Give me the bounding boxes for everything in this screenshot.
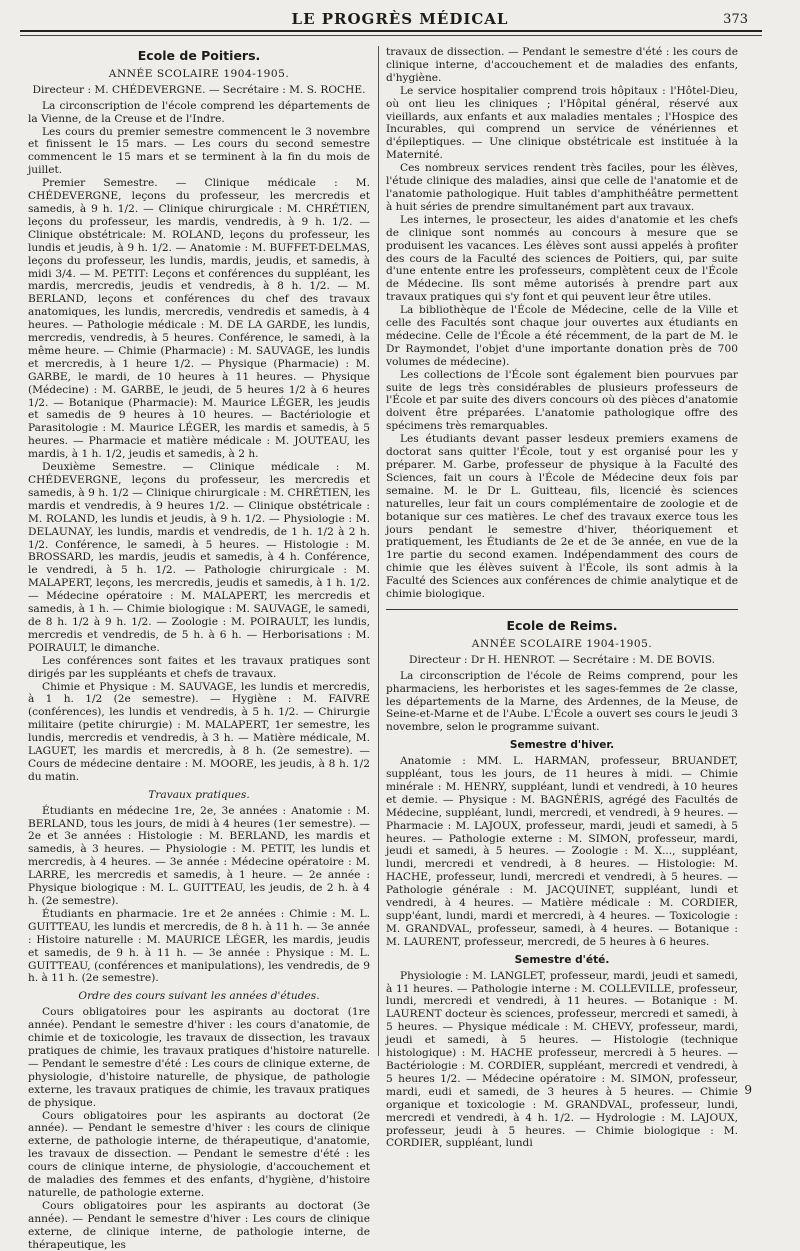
academic-year: ANNÉE SCOLAIRE 1904-1905. <box>471 637 653 650</box>
paragraph: Les étudiants devant passer lesdeux premiers examens de doctorat sans quitter l'École, tout y est organisé pour les y préparer. M. Garbe, professeur de physique à la Faculté des Sciences, fait un cours à l'École de Médecine deux fois par semaine. M. le Dr L. Guitteau, fils, licencié ès sciences naturelles, leur fait un cours complémentaire de zoologie et de botanique sur ces matières. Le chef des travaux exerce tous les jours pendant le semestre d'hiver, théoriquement et pratiquement, les Étudiants de 2e et de 3e année, en vue de la 1re partie du second examen. Indépendamment des cours de chimie que les élèves suivent à l'École, ils sont admis à la Faculté des Sciences aux conférences de chimie analytique et de chimie biologique. <box>386 433 738 601</box>
paragraph: Premier Semestre. — Clinique médicale : M. CHÉDEVERGNE, leçons du professeur, les mercredis et samedis, à 9 h. 1/2. — Clinique chirurgicale : M. CHRÉTIEN, leçons du professeur, les mardis, vendredis, à 9 h. 1/2. — Clinique obstétricale: M. ROLAND, leçons du professeur, les lundis et jeudis, à 9 h. 1/2. — Anatomie : M. BUFFET-DELMAS, leçons du professeur, les lundis, mardis, jeudis, et samedis, à midi 3/4. — M. PETIT: Leçons et conférences du suppléant, les mardis, mercredis, jeudis et vendredis, à 8 h. 1/2. — M. BERLAND, leçons et conférences du chef des travaux anatomiques, les lundis, mercredis, vendredis et samedis, à 4 heures. — Pathologie médicale : M. DE LA GARDE, les lundis, mercredis, vendredis, à 5 heures. Conférence, le samedi, à la même heure. — Chimie (Pharmacie) : M. SAUVAGE, les lundis et mercredis, à 1 heure 1/2. — Physique (Pharmacie) : M. GARBE, le mardi, de 10 heures à 11 heures. — Physique (Médecine) : M. GARBE, le jeudi, de 5 heures 1/2 à 6 heures 1/2. — Botanique (Pharmacie): M. Maurice LÉGER, les jeudis et samedis de 9 heures à 10 heures. — Bactériologie et Parasitologie : M. Maurice LÉGER, les mardis et samedis, à 5 heures. — Pharmacie et matière médicale : M. JOUTEAU, les mardis, à 1 h. 1/2, jeudis et samedis, à 2 h. <box>28 177 370 461</box>
footer-signature: 9 <box>744 1083 752 1097</box>
paragraph: Cours obligatoires pour les aspirants au doctorat (2e année). — Pendant le semestre d'hiver : les cours de clinique externe, de pathologie interne, de thérapeutique, d'anatomie, les travaux de dissection. — Pendant le semestre d'été : les cours de clinique interne, de physiologie, d'accouchement et de maladies des femmes et des enfants, d'hygiène, d'histoire naturelle, de pathologie externe. <box>28 1109 370 1199</box>
paragraph: Cours obligatoires pour les aspirants au doctorat (3e année). — Pendant le semestre d'hiver : Les cours de clinique externe, de clinique interne, de pathologie interne, de thérapeutique, les <box>28 1199 370 1251</box>
page-number: 373 <box>723 12 748 27</box>
paragraph: Anatomie : MM. L. HARMAN, professeur, BRUANDET, suppléant, tous les jours, de 11 heures à midi. — Chimie minérale : M. HENRY, suppléant, lundi et vendredi, à 10 heures et demie. — Physique : M. BAGNÉRIS, agrégé des Facultés de Médecine, suppléant, lundi, mercredi, et vendredi, à 9 heures. — Pharmacie : M. LAJOUX, professeur, mardi, jeudi et samedi, à 5 heures. — Pathologie externe : M. SIMON, professeur, mardi, jeudi et samedi, à 5 heures. — Zoologie : M. X..., suppléant, lundi, mercredi et vendredi, à 8 heures. — Histologie: M. HACHE, professeur, lundi, mercredi et vendredi, à 5 heures. — Pathologie générale : M. JACQUINET, suppléant, lundi et vendredi, à 4 heures. — Matière médicale : M. CORDIER, supp'éant, lundi, mardi et mercredi, à 4 heures. — Toxicologie : M. GRANDVAL, professeur, samedi, à 4 heures. — Botanique : M. LAURENT, professeur, mercredi, de 5 heures à 6 heures. <box>386 755 738 948</box>
paragraph: Deuxième Semestre. — Clinique médicale : M. CHÉDEVERGNE, leçons du professeur, les mercredis et samedis, à 9 h. 1/2 — Clinique chirurgicale : M. CHRÉTIEN, les mardis et vendredis, à 9 heures 1/2. — Clinique obstétricale : M. ROLAND, les lundis et jeudis, à 9 h. 1/2. — Physiologie : M. DELAUNAY, les lundis, mardis et vendredis, de 1 h. 1/2 à 2 h. 1/2. Conférence, le samedi, à 5 heures. — Histologie : M. BROSSARD, les mardis, jeudis et samedis, à 4 h. Conférence, le vendredi, à 5 h. 1/2. — Pathologie chirurgicale : M. MALAPERT, leçons, les mercredis, jeudis et samedis, à 1 h. 1/2. — Médecine opératoire : M. MALAPERT, les mercredis et samedis, à 1 h. — Chimie biologique : M. SAUVAGE, le samedi, de 8 h. 1/2 à 9 h. 1/2. — Zoologie : M. POIRAULT, les lundis, mercredis et vendredis, de 5 h. à 6 h. — Herborisations : M. POIRAULT, le dimanche. <box>28 461 370 654</box>
paragraph: Étudiants en médecine 1re, 2e, 3e années : Anatomie : M. BERLAND, tous les jours, de midi à 4 heures (1er semestre). — 2e et 3e années : Histologie : M. BERLAND, les mardis et samedis, à 3 heures. — Physiologie : M. PETIT, les lundis et mercredis, à 4 heures. — 3e année : Médecine opératoire : M. LARRE, les mercredis et samedis, à 1 heure. — 2e année : Physique biologique : M. L. GUITTEAU, les jeudis, de 2 h. à 4 h. (2e semestre). <box>28 804 370 907</box>
section-separator <box>386 609 738 610</box>
section-title-poitiers: Ecole de Poitiers. <box>137 48 261 63</box>
paragraph: Le service hospitalier comprend trois hôpitaux : l'Hôtel-Dieu, où ont lieu les cliniques ; l'Hôpital général, réservé aux vieillards, aux enfants et aux maladies mentales ; l'Hospice des Incurables, qui comprend un service de vénériennes et d'épileptiques. — Une clinique obstétricale est instituée à la Maternité. <box>386 84 738 162</box>
paragraph: Étudiants en pharmacie. 1re et 2e années : Chimie : M. L. GUITTEAU, les lundis et mercredis, de 8 h. à 11 h. — 3e année : Histoire naturelle : M. MAURICE LÉGER, les mardis, jeudis et samedis, de 9 h. à 11 h. — 3e année : Physique : M. L. GUITTEAU, (conférences et manipulations), les vendredis, de 9 h. à 11 h. (2e semestre). <box>28 907 370 985</box>
paragraph: Les cours du premier semestre commencent le 3 novembre et finissent le 15 mars. — Les cours du second semestre commencent le 15 mars et se terminent à la fin du mois de juillet. <box>28 125 370 177</box>
section-title-reims: Ecole de Reims. <box>506 617 618 633</box>
column-divider <box>378 46 379 1056</box>
paragraph: La circonscription de l'école de Reims comprend, pour les pharmaciens, les herboristes et les sages-femmes de 2e classe, les départements de la Marne, des Ardennes, de la Meuse, de Seine-et-Marne et de l'Aube. L'École a ouvert ses cours le jeudi 3 novembre, selon le programme suivant. <box>386 669 738 734</box>
practical-heading: Travaux pratiques. <box>148 788 250 801</box>
order-heading: Ordre des cours suivant les années d'études. <box>78 990 320 1003</box>
director-line: Directeur : Dr H. HENROT. — Secrétaire : M. DE BOVIS. <box>408 653 715 666</box>
paragraph: Chimie et Physique : M. SAUVAGE, les lundis et mercredis, à 1 h. 1/2 (2e semestre). — Hygiène : M. FAIVRE (conférences), les lundis et vendredis, à 5 h. 1/2. — Chirurgie militaire (petite chirurgie) : M. MALAPERT, 1er semestre, les lundis, mercredis et vendredis, à 3 h. — Matière médicale, M. LAGUET, les mardis et mercredis, à 8 h. (2e semestre). — Cours de médecine dentaire : M. MOORE, les jeudis, à 8 h. 1/2 du matin. <box>28 680 370 783</box>
header-rule <box>20 30 762 32</box>
paragraph: Cours obligatoires pour les aspirants au doctorat (1re année). Pendant le semestre d'hiver : les cours d'anatomie, de chimie et de toxicologie, les travaux de dissection, les travaux pratiques de chimie, les travaux pratiques d'histoire naturelle. — Pendant le semestre d'été : Les cours de clinique externe, de physiologie, d'histoire naturelle, de physique, de pathologie externe, les travaux pratiques de chimie, les travaux pratiques de physique. <box>28 1006 370 1109</box>
paragraph: La circonscription de l'école comprend les départements de la Vienne, de la Creuse et de l'Indre. <box>28 99 370 125</box>
left-column <box>28 46 370 1251</box>
running-title: LE PROGRÈS MÉDICAL <box>291 10 509 28</box>
right-column <box>386 46 738 1150</box>
director-line: Directeur : M. CHÉDEVERGNE. — Secrétaire : M. S. ROCHE. <box>32 83 366 96</box>
paragraph: travaux de dissection. — Pendant le semestre d'été : les cours de clinique interne, d'accouchement et de maladies des enfants, d'hygiène. <box>386 46 738 84</box>
winter-heading: Semestre d'hiver. <box>509 739 615 752</box>
header-rule-thin <box>20 35 762 36</box>
paragraph: Les conférences sont faites et les travaux pratiques sont dirigés par les suppléants et chefs de travaux. <box>28 654 370 680</box>
paragraph: Ces nombreux services rendent très faciles, pour les élèves, l'étude clinique des maladies, ainsi que celle de l'anatomie et de l'anatomie pathologique. Huit tables d'amphithéâtre permettent à huit séries de prendre simultanément part aux travaux. <box>386 162 738 213</box>
paragraph: Les collections de l'École sont également bien pourvues par suite de legs très considérables de plusieurs professeurs de l'École et par suite des divers concours où des pièces d'anatomie doivent être préparées. L'anatomie pathologique offre des spécimens très remarquables. <box>386 368 738 433</box>
summer-heading: Semestre d'été. <box>514 953 610 966</box>
academic-year: ANNÉE SCOLAIRE 1904-1905. <box>108 67 290 80</box>
paragraph: Les internes, le prosecteur, les aides d'anatomie et les chefs de clinique sont nommés au concours à mesure que se produisent les vacances. Les élèves sont aussi appelés à profiter des cours de la Faculté des sciences de Poitiers, qui, par suite d'une entente entre les professeurs, complètent ceux de l'École de Médecine. Ils sont même autorisés à prendre part aux travaux pratiques qui s'y font et qui peuvent leur être utiles. <box>386 213 738 304</box>
paragraph: Physiologie : M. LANGLET, professeur, mardi, jeudi et samedi, à 11 heures. — Pathologie interne : M. COLLEVILLE, professeur, lundi, mercredi et vendredi, à 11 heures. — Botanique : M. LAURENT docteur ès sciences, professeur, mercredi et samedi, à 5 heures. — Physique médicale : M. CHEVY, professeur, mardi, jeudi et samedi, à 5 heures. — Histologie (technique histologique) : M. HACHE professeur, mercredi à 5 heures. — Bactériologie : M. CORDIER, suppléant, mercredi et vendredi, à 5 heures 1/2. — Médecine opératoire : M. SIMON, professeur, mardi, eudi et samedi, de 3 heures à 5 heures. — Chimie organique et toxicologie : M. GRANDVAL, professeur, lundi, mercredi et vendredi, à 4 h. 1/2. — Hydrologie : M. LAJOUX, professeur, jeudi à 5 heures. — Chimie biologique : M. CORDIER, suppléant, lundi <box>386 969 738 1150</box>
paragraph: La bibliothèque de l'École de Médecine, celle de la Ville et celle des Facultés sont chaque jour ouvertes aux étudiants en médecine. Celle de l'École a été récemment, de la part de M. le Dr Raymondet, l'objet d'une importante donation près de 700 volumes de médecine). <box>386 304 738 368</box>
page-header <box>0 10 800 38</box>
